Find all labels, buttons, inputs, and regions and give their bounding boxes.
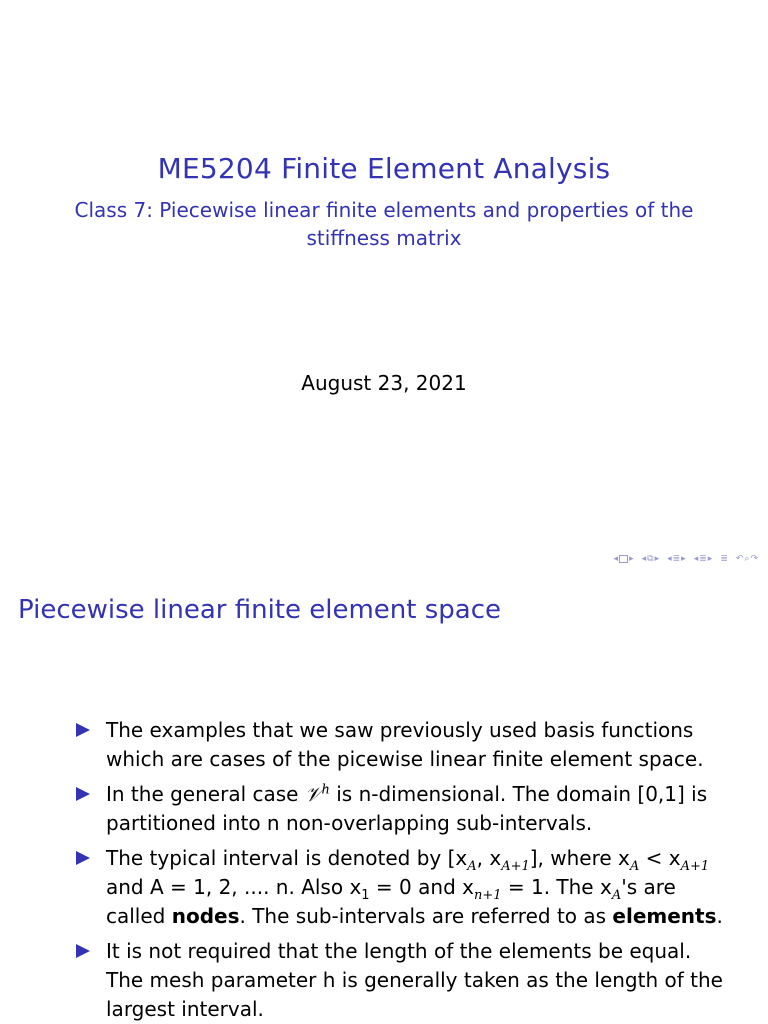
nav-part-group[interactable] xyxy=(694,554,713,564)
bullet-text: The examples that we saw previously used basis functions which are cases of the picewise linear finite element space. xyxy=(106,718,704,771)
list-item xyxy=(76,716,726,774)
nav-left-arrow-icon: ◂ xyxy=(693,554,699,564)
nav-section-group[interactable] xyxy=(667,554,686,564)
nav-subsection-group[interactable] xyxy=(642,554,660,564)
bullet-triangle-icon xyxy=(76,787,90,801)
function-space-symbol: 𝒱$^h$ xyxy=(304,782,330,806)
presentation-subtitle: Class 7: Piecewise linear finite elements and properties of the stiffness matrix xyxy=(74,198,694,250)
nav-search-icon: ⌕ xyxy=(744,554,750,564)
nav-right-arrow-icon: ▸ xyxy=(629,554,634,564)
nav-subsection-icon: ⧉ xyxy=(647,554,654,564)
nav-section-icon: ≣ xyxy=(672,554,681,564)
nav-search-group[interactable] xyxy=(736,554,758,564)
beamer-navigation-bar xyxy=(609,554,758,564)
bullet-triangle-icon xyxy=(76,944,90,958)
nav-right-arrow-icon: ▸ xyxy=(654,554,660,564)
presentation-date: August 23, 2021 xyxy=(301,371,467,395)
bullet-text: It is not required that the length of the elements be equal. The mesh parameter h is generally taken as the length of the largest interval. xyxy=(106,939,723,1021)
list-item xyxy=(76,844,726,931)
bullet-text-end: is n-dimensional. The domain [0,1] is partitioned into n non-overlapping sub-intervals. xyxy=(106,782,708,835)
bullet-text: The typical interval is denoted by [$x_A$, $x_{A+1}$], where $x_A < x_{A+1}$ and A = 1, 2, .... n. Also $x_1 = 0$ and $x_{n+1} = 1$. The $x_A's$ are called nodes. The sub-intervals are referred to as elements. xyxy=(106,846,723,928)
list-item xyxy=(76,937,726,1024)
nav-frame-group[interactable] xyxy=(614,554,634,564)
bullet-triangle-icon xyxy=(76,851,90,865)
frame-title: Piecewise linear finite element space xyxy=(18,595,502,625)
bullet-text-start: In the general case xyxy=(106,782,299,806)
nav-frame-icon xyxy=(619,555,628,563)
nav-part-icon: ≣ xyxy=(699,554,707,564)
presentation-title: ME5204 Finite Element Analysis xyxy=(157,152,611,185)
list-item xyxy=(76,780,726,838)
nav-left-arrow-icon: ◂ xyxy=(641,554,647,564)
nav-doc-icon: ≣ xyxy=(720,554,728,564)
nav-right-arrow-icon: ▸ xyxy=(681,554,686,564)
bullet-list xyxy=(76,716,726,1024)
nav-back-icon: ↶ xyxy=(735,554,744,564)
nav-doc-group[interactable] xyxy=(720,554,728,564)
term-nodes: nodes xyxy=(171,904,240,928)
nav-left-arrow-icon: ◂ xyxy=(613,554,619,564)
nav-left-arrow-icon: ◂ xyxy=(667,554,672,564)
content-slide xyxy=(0,576,768,1024)
bullet-triangle-icon xyxy=(76,723,90,737)
nav-right-arrow-icon: ▸ xyxy=(707,554,713,564)
nav-forward-icon: ↷ xyxy=(750,554,758,564)
term-elements: elements xyxy=(612,904,717,928)
